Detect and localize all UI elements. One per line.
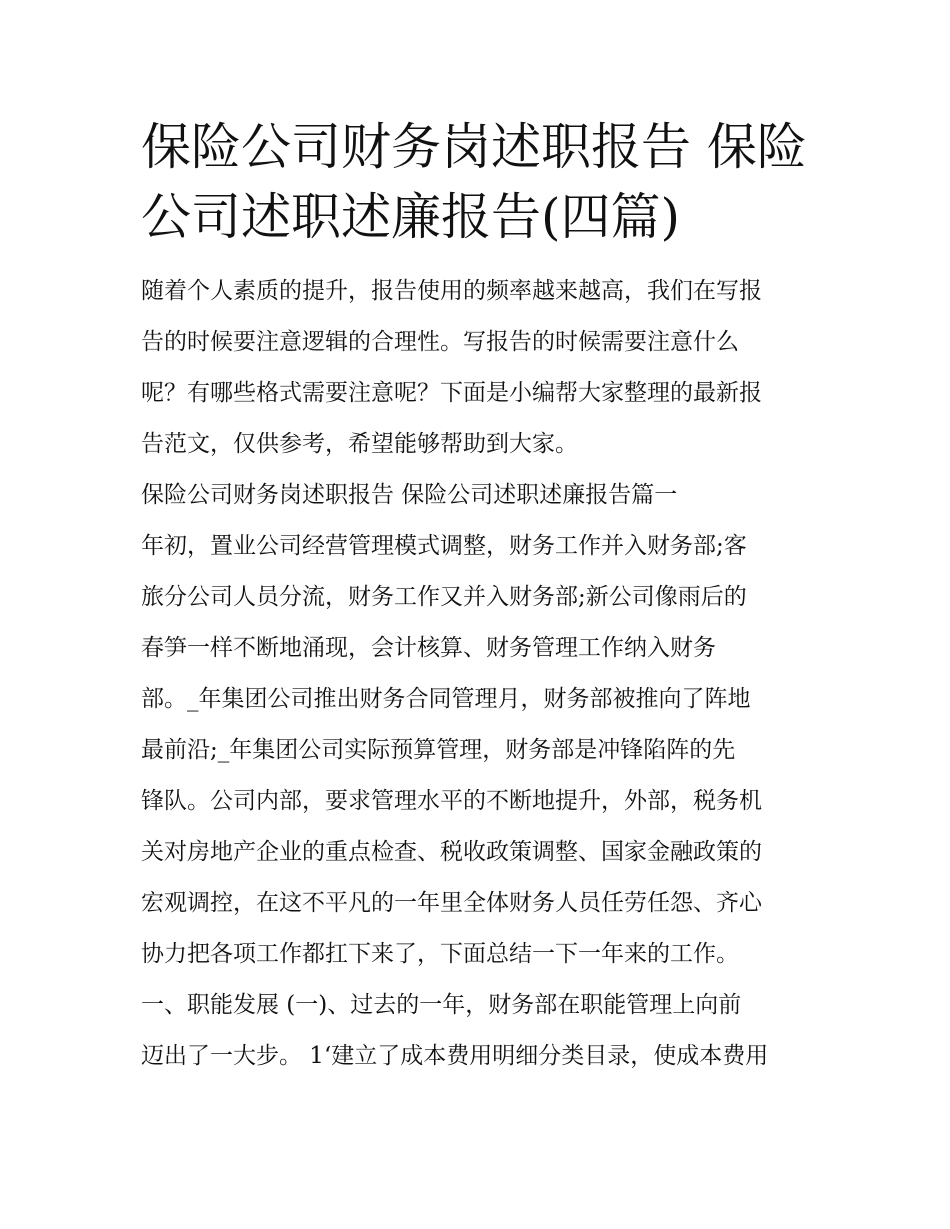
text-line: 告的时候要注意逻辑的合理性。写报告的时候需要注意什么 xyxy=(141,329,739,355)
text-line: 关对房地产企业的重点检查、税收政策调整、国家金融政策的 xyxy=(141,839,762,865)
text-line: 一、职能发展 (一)、过去的一年，财务部在职能管理上向前 xyxy=(141,992,742,1018)
title-line: 公司述职述廉报告(四篇) xyxy=(141,188,681,246)
text-line: 宏观调控，在这不平凡的一年里全体财务人员任劳任怨、齐心 xyxy=(141,890,762,916)
text-line: 保险公司财务岗述职报告 保险公司述职述廉报告篇一 xyxy=(141,482,678,508)
intro-paragraph xyxy=(141,266,821,470)
text-line: 旅分公司人员分流，财务工作又并入财务部;新公司像雨后的 xyxy=(141,584,747,610)
document-title xyxy=(141,112,821,252)
text-line: 春笋一样不断地涌现，会计核算、财务管理工作纳入财务 xyxy=(141,635,716,661)
text-line: 最前沿;_年集团公司实际预算管理，财务部是冲锋陷阵的先 xyxy=(141,737,736,763)
section-heading xyxy=(141,470,821,521)
text-line: 随着个人素质的提升，报告使用的频率越来越高，我们在写报 xyxy=(141,278,762,304)
body-paragraph xyxy=(141,521,821,980)
document-content xyxy=(141,112,821,1082)
title-line: 保险公司财务岗述职报告 保险 xyxy=(141,118,807,176)
text-line: 部。_年集团公司推出财务合同管理月，财务部被推向了阵地 xyxy=(141,686,751,712)
text-line: 年初，置业公司经营管理模式调整，财务工作并入财务部;客 xyxy=(141,533,747,559)
text-line: 呢？有哪些格式需要注意呢？下面是小编帮大家整理的最新报 xyxy=(141,380,762,406)
text-line: 告范文，仅供参考，希望能够帮助到大家。 xyxy=(141,431,578,457)
text-line: 协力把各项工作都扛下来了，下面总结一下一年来的工作。 xyxy=(141,941,739,967)
body-paragraph xyxy=(141,980,821,1082)
text-line: 迈出了一大步。 1‘建立了成本费用明细分类目录，使成本费用 xyxy=(141,1043,769,1069)
text-line: 锋队。公司内部，要求管理水平的不断地提升，外部，税务机 xyxy=(141,788,762,814)
